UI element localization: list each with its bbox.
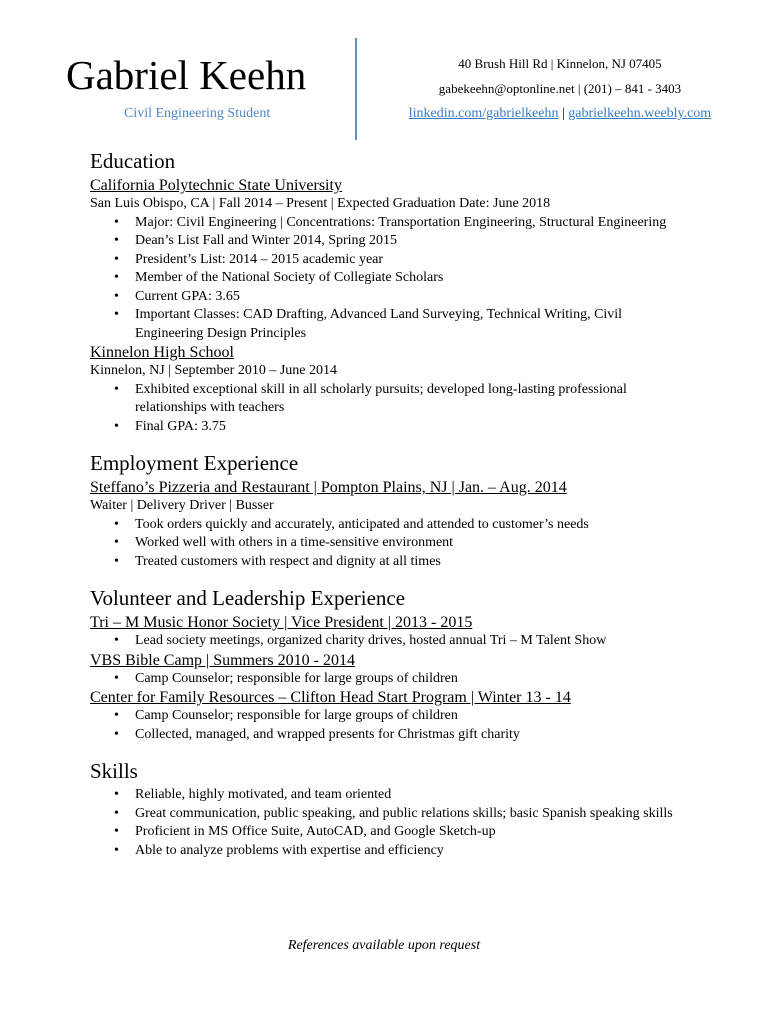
list-item-text: Exhibited exceptional skill in all scholarly pursuits; developed long-lasting professional relationships with teachers xyxy=(135,381,627,415)
list-item-text: Major: Civil Engineering | Concentrations: Transportation Engineering, Structural Engineering xyxy=(135,214,667,230)
list-item xyxy=(90,805,690,824)
bullet-icon: • xyxy=(114,381,119,397)
bullet-icon: • xyxy=(114,307,119,322)
bullet-icon: • xyxy=(114,553,119,569)
list-item xyxy=(90,823,690,842)
list-item xyxy=(90,214,690,233)
list-item xyxy=(90,306,690,343)
bullet-icon: • xyxy=(114,805,119,821)
bullet-icon: • xyxy=(114,633,119,648)
list-item xyxy=(90,516,690,535)
bullet-icon: • xyxy=(114,214,119,230)
list-item xyxy=(90,418,690,437)
web-links xyxy=(372,106,748,122)
resume-body xyxy=(90,146,690,860)
volunteer-item-heading: Tri – M Music Honor Society | Vice President | 2013 - 2015 xyxy=(90,614,473,631)
list-item-text: Current GPA: 3.65 xyxy=(135,288,240,304)
bullet-icon: • xyxy=(114,726,119,742)
list-item-text: Final GPA: 3.75 xyxy=(135,418,226,434)
bullet-icon: • xyxy=(114,824,119,839)
applicant-name: Gabriel Keehn xyxy=(66,52,307,98)
list-item xyxy=(90,842,690,861)
job-roles: Waiter | Delivery Driver | Busser xyxy=(90,498,274,513)
address: 40 Brush Hill Rd | Kinnelon, NJ 07405 xyxy=(458,56,662,71)
volunteer-item-heading: Center for Family Resources – Clifton Head Start Program | Winter 13 - 14 xyxy=(90,689,571,706)
list-item xyxy=(90,288,690,307)
bullet-icon: • xyxy=(114,535,119,550)
list-item xyxy=(90,553,690,572)
volunteer-item-heading: VBS Bible Camp | Summers 2010 - 2014 xyxy=(90,651,355,669)
list-item-text: Worked well with others in a time-sensitive environment xyxy=(135,535,454,550)
header-divider xyxy=(355,38,357,140)
volunteer-heading: Volunteer and Leadership Experience xyxy=(90,586,406,610)
school-name: California Polytechnic State University xyxy=(90,177,342,194)
school-details: San Luis Obispo, CA | Fall 2014 – Present | Expected Graduation Date: June 2018 xyxy=(90,196,551,211)
email-phone: gabekeehn@optonline.net | (201) – 841 - 3403 xyxy=(438,81,682,96)
skills-bullet-list xyxy=(90,786,690,860)
list-item xyxy=(90,726,690,745)
school-details: Kinnelon, NJ | September 2010 – June 2014 xyxy=(90,363,337,378)
school-bullet-list xyxy=(90,381,690,437)
list-item xyxy=(90,670,690,689)
list-item xyxy=(90,786,690,805)
list-item-text: Took orders quickly and accurately, anticipated and attended to customer’s needs xyxy=(135,516,589,532)
linkedin-link[interactable]: linkedin.com/gabrielkeehn xyxy=(408,106,559,121)
list-item xyxy=(90,534,690,553)
list-item xyxy=(90,269,690,288)
list-item-text: Lead society meetings, organized charity drives, hosted annual Tri – M Talent Show xyxy=(135,633,607,648)
school-bullet-list xyxy=(90,214,690,344)
list-item-text: Important Classes: CAD Drafting, Advanced Land Surveying, Technical Writing, Civil Engineering Design Principles xyxy=(135,307,623,341)
employment-heading: Employment Experience xyxy=(90,451,299,475)
bullet-icon: • xyxy=(114,787,119,802)
list-item-text: Camp Counselor; responsible for large groups of children xyxy=(135,708,458,723)
list-item xyxy=(90,251,690,270)
list-item-text: Reliable, highly motivated, and team oriented xyxy=(135,787,392,802)
education-heading: Education xyxy=(90,149,176,173)
school-name: Kinnelon High School xyxy=(90,344,234,361)
bullet-icon: • xyxy=(114,233,119,248)
bullet-icon: • xyxy=(114,251,119,267)
list-item-text: Able to analyze problems with expertise and efficiency xyxy=(135,842,444,858)
list-item xyxy=(90,232,690,251)
link-separator: | xyxy=(561,106,565,121)
bullet-icon: • xyxy=(114,842,119,858)
list-item-text: Camp Counselor; responsible for large groups of children xyxy=(135,670,458,686)
list-item-text: Proficient in MS Office Suite, AutoCAD, and Google Sketch-up xyxy=(135,824,496,839)
list-item xyxy=(90,632,690,651)
bullet-icon: • xyxy=(114,418,119,434)
references-note: References available upon request xyxy=(287,938,481,953)
list-item-text: Collected, managed, and wrapped presents for Christmas gift charity xyxy=(135,726,520,742)
skills-heading: Skills xyxy=(90,759,138,783)
volunteer-bullet-list xyxy=(90,632,690,651)
list-item-text: President’s List: 2014 – 2015 academic year xyxy=(135,251,384,267)
bullet-icon: • xyxy=(114,708,119,723)
job-bullet-list xyxy=(90,516,690,572)
bullet-icon: • xyxy=(114,670,119,686)
applicant-subtitle: Civil Engineering Student xyxy=(124,106,271,121)
bullet-icon: • xyxy=(114,270,119,285)
bullet-icon: • xyxy=(114,516,119,532)
list-item-text: Dean’s List Fall and Winter 2014, Spring 2015 xyxy=(135,233,398,248)
list-item-text: Treated customers with respect and dignity at all times xyxy=(135,553,441,569)
list-item-text: Great communication, public speaking, and public relations skills; basic Spanish speaking skills xyxy=(135,805,673,821)
list-item xyxy=(90,707,690,726)
volunteer-bullet-list xyxy=(90,670,690,689)
list-item-text: Member of the National Society of Collegiate Scholars xyxy=(135,270,444,285)
bullet-icon: • xyxy=(114,288,119,304)
volunteer-bullet-list xyxy=(90,707,690,744)
job-heading: Steffano’s Pizzeria and Restaurant | Pompton Plains, NJ | Jan. – Aug. 2014 xyxy=(90,479,567,496)
list-item xyxy=(90,381,690,418)
website-link[interactable]: gabrielkeehn.weebly.com xyxy=(568,106,712,121)
